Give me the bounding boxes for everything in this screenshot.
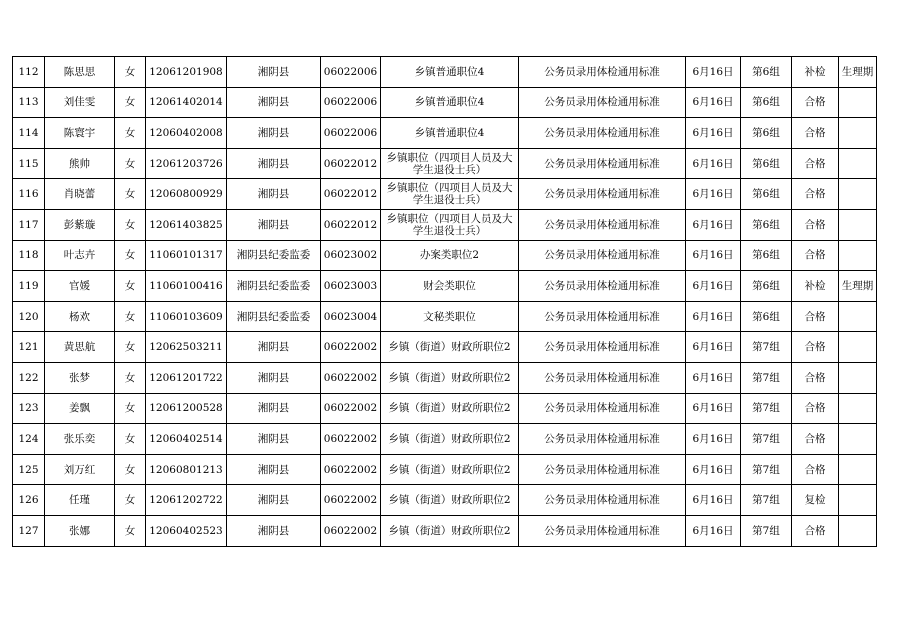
position-cell: 办案类职位2 [381,240,519,271]
position-code-cell: 06022012 [321,179,381,210]
note-cell [839,485,877,516]
position-code-cell: 06022002 [321,393,381,424]
table-row [13,209,877,240]
position-code-cell: 06022012 [321,209,381,240]
group-cell: 第7组 [741,393,792,424]
group-cell: 第7组 [741,454,792,485]
result-cell: 合格 [792,362,839,393]
group-cell: 第7组 [741,485,792,516]
table-row [13,301,877,332]
standard-cell: 公务员录用体检通用标准 [519,332,686,363]
position-cell: 乡镇职位（四项目人员及大学生退役士兵） [381,209,519,240]
position-code-cell: 06023003 [321,271,381,302]
gender-cell: 女 [115,332,146,363]
unit-cell: 湘阴县 [227,515,321,546]
unit-cell: 湘阴县 [227,57,321,88]
gender-cell: 女 [115,148,146,179]
gender-cell: 女 [115,454,146,485]
row-number-cell: 118 [13,240,45,271]
row-number-cell: 114 [13,118,45,149]
position-cell: 乡镇职位（四项目人员及大学生退役士兵） [381,148,519,179]
table-row [13,118,877,149]
name-cell: 官媛 [45,271,115,302]
gender-cell: 女 [115,271,146,302]
position-cell: 乡镇（街道）财政所职位2 [381,393,519,424]
standard-cell: 公务员录用体检通用标准 [519,209,686,240]
exam-id-cell: 12061200528 [146,393,227,424]
unit-cell: 湘阴县 [227,209,321,240]
name-cell: 熊帅 [45,148,115,179]
exam-id-cell: 12061402014 [146,87,227,118]
group-cell: 第6组 [741,209,792,240]
result-cell: 合格 [792,332,839,363]
group-cell: 第6组 [741,87,792,118]
exam-id-cell: 12061202722 [146,485,227,516]
note-cell [839,332,877,363]
group-cell: 第6组 [741,271,792,302]
result-cell: 合格 [792,454,839,485]
row-number-cell: 116 [13,179,45,210]
standard-cell: 公务员录用体检通用标准 [519,148,686,179]
date-cell: 6月16日 [686,301,741,332]
date-cell: 6月16日 [686,57,741,88]
standard-cell: 公务员录用体检通用标准 [519,271,686,302]
table-row [13,57,877,88]
gender-cell: 女 [115,485,146,516]
position-code-cell: 06022012 [321,148,381,179]
position-cell: 乡镇（街道）财政所职位2 [381,362,519,393]
position-cell: 乡镇（街道）财政所职位2 [381,454,519,485]
unit-cell: 湘阴县 [227,362,321,393]
date-cell: 6月16日 [686,515,741,546]
date-cell: 6月16日 [686,332,741,363]
exam-id-cell: 12061403825 [146,209,227,240]
position-code-cell: 06022002 [321,485,381,516]
name-cell: 叶志卉 [45,240,115,271]
unit-cell: 湘阴县 [227,332,321,363]
standard-cell: 公务员录用体检通用标准 [519,179,686,210]
result-cell: 合格 [792,179,839,210]
row-number-cell: 122 [13,362,45,393]
name-cell: 肖晓蕾 [45,179,115,210]
note-cell [839,515,877,546]
position-cell: 乡镇（街道）财政所职位2 [381,485,519,516]
name-cell: 张娜 [45,515,115,546]
group-cell: 第6组 [741,301,792,332]
unit-cell: 湘阴县 [227,87,321,118]
position-code-cell: 06023004 [321,301,381,332]
exam-id-cell: 12062503211 [146,332,227,363]
result-cell: 复检 [792,485,839,516]
exam-id-cell: 12060402514 [146,424,227,455]
position-cell: 乡镇普通职位4 [381,87,519,118]
position-cell: 文秘类职位 [381,301,519,332]
date-cell: 6月16日 [686,118,741,149]
table-row [13,271,877,302]
date-cell: 6月16日 [686,209,741,240]
row-number-cell: 127 [13,515,45,546]
date-cell: 6月16日 [686,485,741,516]
standard-cell: 公务员录用体检通用标准 [519,118,686,149]
note-cell: 生理期 [839,57,877,88]
group-cell: 第7组 [741,515,792,546]
position-code-cell: 06022006 [321,57,381,88]
group-cell: 第6组 [741,118,792,149]
row-number-cell: 112 [13,57,45,88]
unit-cell: 湘阴县 [227,393,321,424]
result-cell: 补检 [792,57,839,88]
result-cell: 合格 [792,515,839,546]
result-cell: 补检 [792,271,839,302]
standard-cell: 公务员录用体检通用标准 [519,393,686,424]
position-code-cell: 06022002 [321,332,381,363]
date-cell: 6月16日 [686,362,741,393]
date-cell: 6月16日 [686,87,741,118]
group-cell: 第6组 [741,148,792,179]
unit-cell: 湘阴县 [227,118,321,149]
date-cell: 6月16日 [686,240,741,271]
position-cell: 乡镇普通职位4 [381,57,519,88]
unit-cell: 湘阴县 [227,148,321,179]
row-number-cell: 123 [13,393,45,424]
date-cell: 6月16日 [686,454,741,485]
exam-id-cell: 11060103609 [146,301,227,332]
note-cell [839,148,877,179]
row-number-cell: 119 [13,271,45,302]
unit-cell: 湘阴县 [227,454,321,485]
exam-id-cell: 11060101317 [146,240,227,271]
note-cell [839,87,877,118]
result-cell: 合格 [792,148,839,179]
note-cell [839,209,877,240]
unit-cell: 湘阴县 [227,179,321,210]
standard-cell: 公务员录用体检通用标准 [519,485,686,516]
result-cell: 合格 [792,118,839,149]
note-cell [839,118,877,149]
gender-cell: 女 [115,179,146,210]
unit-cell: 湘阴县 [227,424,321,455]
note-cell: 生理期 [839,271,877,302]
exam-id-cell: 12061201722 [146,362,227,393]
date-cell: 6月16日 [686,148,741,179]
row-number-cell: 115 [13,148,45,179]
gender-cell: 女 [115,87,146,118]
name-cell: 彭紫璇 [45,209,115,240]
note-cell [839,362,877,393]
exam-id-cell: 12061203726 [146,148,227,179]
result-cell: 合格 [792,393,839,424]
position-cell: 乡镇（街道）财政所职位2 [381,424,519,455]
unit-cell: 湘阴县纪委监委 [227,271,321,302]
table-row [13,515,877,546]
date-cell: 6月16日 [686,271,741,302]
standard-cell: 公务员录用体检通用标准 [519,454,686,485]
group-cell: 第6组 [741,179,792,210]
gender-cell: 女 [115,362,146,393]
position-cell: 乡镇（街道）财政所职位2 [381,515,519,546]
group-cell: 第6组 [741,57,792,88]
note-cell [839,424,877,455]
note-cell [839,240,877,271]
table-row [13,393,877,424]
note-cell [839,393,877,424]
row-number-cell: 113 [13,87,45,118]
position-code-cell: 06022002 [321,515,381,546]
note-cell [839,301,877,332]
exam-id-cell: 12061201908 [146,57,227,88]
exam-id-cell: 12060801213 [146,454,227,485]
date-cell: 6月16日 [686,393,741,424]
row-number-cell: 117 [13,209,45,240]
position-code-cell: 06023002 [321,240,381,271]
standard-cell: 公务员录用体检通用标准 [519,87,686,118]
gender-cell: 女 [115,118,146,149]
name-cell: 张乐奕 [45,424,115,455]
exam-id-cell: 12060800929 [146,179,227,210]
row-number-cell: 121 [13,332,45,363]
name-cell: 杨欢 [45,301,115,332]
position-code-cell: 06022002 [321,362,381,393]
gender-cell: 女 [115,209,146,240]
name-cell: 张梦 [45,362,115,393]
position-code-cell: 06022006 [321,118,381,149]
position-cell: 乡镇（街道）财政所职位2 [381,332,519,363]
table-row [13,454,877,485]
name-cell: 陈思思 [45,57,115,88]
table-row [13,362,877,393]
row-number-cell: 120 [13,301,45,332]
unit-cell: 湘阴县纪委监委 [227,240,321,271]
standard-cell: 公务员录用体检通用标准 [519,362,686,393]
standard-cell: 公务员录用体检通用标准 [519,424,686,455]
gender-cell: 女 [115,515,146,546]
position-code-cell: 06022006 [321,87,381,118]
note-cell [839,454,877,485]
exam-id-cell: 11060100416 [146,271,227,302]
exam-id-cell: 12060402523 [146,515,227,546]
result-cell: 合格 [792,424,839,455]
group-cell: 第7组 [741,332,792,363]
table-body [13,57,877,547]
table-row [13,87,877,118]
name-cell: 姜飘 [45,393,115,424]
note-cell [839,179,877,210]
name-cell: 黄思航 [45,332,115,363]
row-number-cell: 125 [13,454,45,485]
name-cell: 刘佳雯 [45,87,115,118]
standard-cell: 公务员录用体检通用标准 [519,515,686,546]
table-row [13,240,877,271]
row-number-cell: 124 [13,424,45,455]
gender-cell: 女 [115,393,146,424]
name-cell: 陈寰宇 [45,118,115,149]
group-cell: 第7组 [741,424,792,455]
standard-cell: 公务员录用体检通用标准 [519,301,686,332]
position-cell: 乡镇普通职位4 [381,118,519,149]
result-cell: 合格 [792,87,839,118]
position-cell: 财会类职位 [381,271,519,302]
name-cell: 任瑾 [45,485,115,516]
position-cell: 乡镇职位（四项目人员及大学生退役士兵） [381,179,519,210]
gender-cell: 女 [115,424,146,455]
date-cell: 6月16日 [686,179,741,210]
standard-cell: 公务员录用体检通用标准 [519,57,686,88]
result-cell: 合格 [792,240,839,271]
row-number-cell: 126 [13,485,45,516]
table-row [13,179,877,210]
gender-cell: 女 [115,240,146,271]
table-row [13,148,877,179]
group-cell: 第6组 [741,240,792,271]
date-cell: 6月16日 [686,424,741,455]
unit-cell: 湘阴县 [227,485,321,516]
standard-cell: 公务员录用体检通用标准 [519,240,686,271]
result-cell: 合格 [792,209,839,240]
group-cell: 第7组 [741,362,792,393]
result-cell: 合格 [792,301,839,332]
gender-cell: 女 [115,301,146,332]
gender-cell: 女 [115,57,146,88]
name-cell: 刘万红 [45,454,115,485]
table-row [13,424,877,455]
position-code-cell: 06022002 [321,424,381,455]
results-table [12,56,877,547]
table-row [13,332,877,363]
table-row [13,485,877,516]
position-code-cell: 06022002 [321,454,381,485]
exam-id-cell: 12060402008 [146,118,227,149]
unit-cell: 湘阴县纪委监委 [227,301,321,332]
